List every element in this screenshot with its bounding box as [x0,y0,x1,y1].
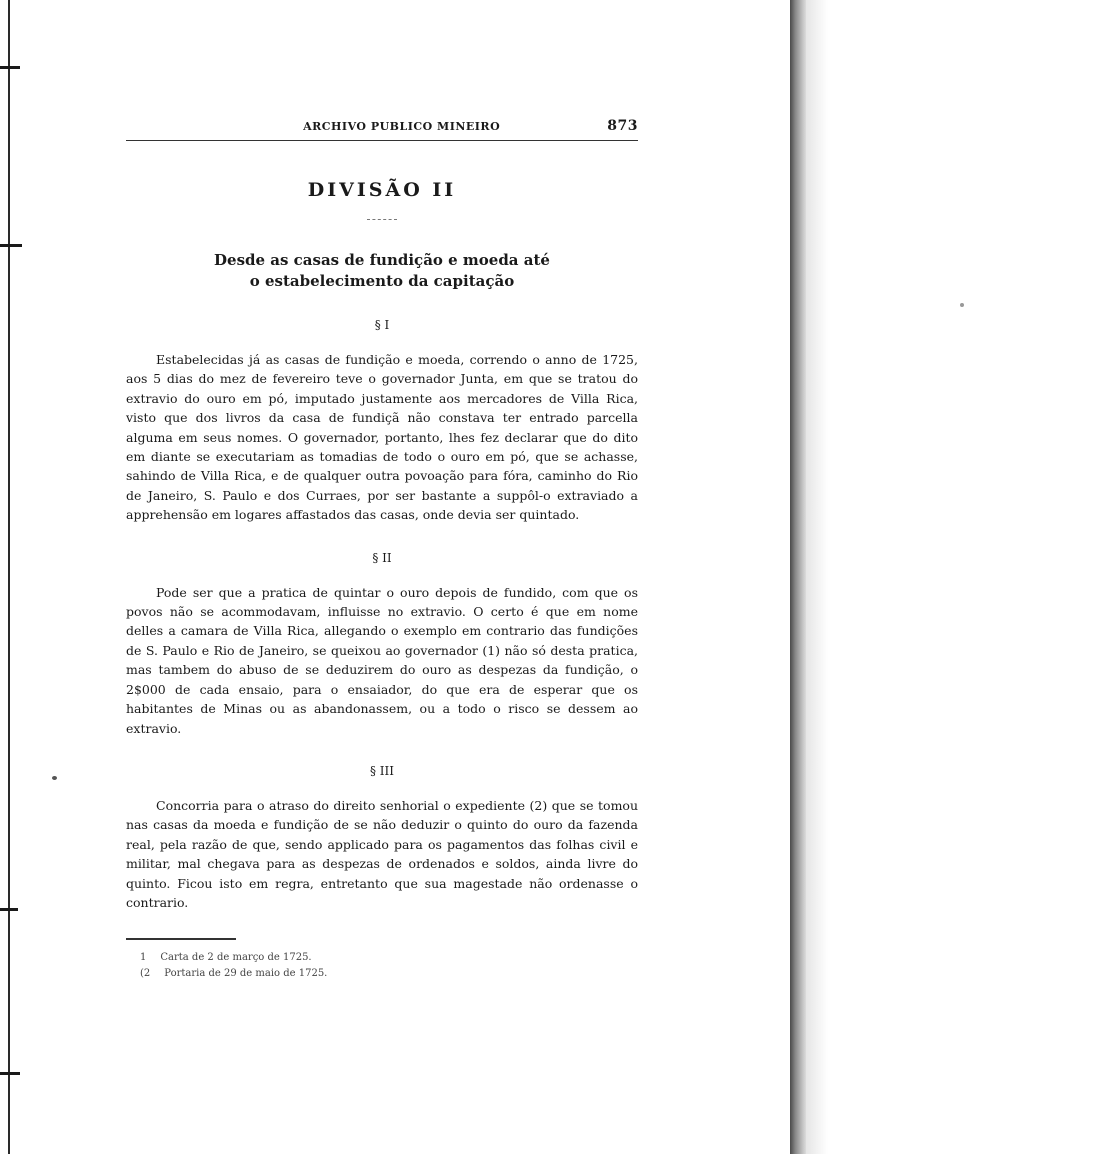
division-title: DIVISÃO II [307,179,457,201]
section-heading: § I [374,318,390,332]
footnote [140,966,638,982]
section-paragraph: Concorria para o atraso do direito senhorial o expediente (2) que se tomou nas casas da moeda e fundição de se não deduzir o quinto do ouro da fazenda real, pela razão de que, sendo applicado para os pagamentos das folhas civil e militar, mal chegava para as despezas de ordenados e soldos, ainda livre do quinto. Ficou isto em regra, entretanto que sua magestade não ordenasse o contrario. [126,797,638,910]
spine-shadow [806,0,828,1154]
paper-speck [960,303,964,307]
book-spine [790,0,806,1154]
footnote-mark: (2 [140,968,151,980]
page-number: 873 [607,118,638,134]
footnote-rule [126,938,236,940]
section-2 [126,551,638,738]
footnote [140,950,638,966]
chapter-title-line-2: o estabelecimento da capitação [249,272,515,290]
footnote-mark: 1 [140,952,147,964]
footnote-text: Portaria de 29 de maio de 1725. [164,968,328,980]
title-ornament [367,219,397,220]
paper-speck [52,776,57,780]
left-edge-mark [0,1072,20,1075]
section-paragraph: Estabelecidas já as casas de fundição e moeda, correndo o anno de 1725, aos 5 dias do mez de fevereiro teve o governador Junta, em que se tratou do extravio do ouro em pó, imputado justamente aos mercadores de Villa Rica, visto que dos livros da casa de fundiçã não constava ter entrado parcella alguma em seus nomes. O governador, portanto, lhes fez declarar que do dito em diante se executariam as tomadias de todo o ouro em pó, que se achasse, sahindo de Villa Rica, e de qualquer outra povoação para fóra, caminho do Rio de Janeiro, S. Paulo e dos Curraes, por ser bastante a suppôl-o extraviado a apprehensão em logares affastados das casas, onde devia ser quintado. [126,352,638,523]
section-heading: § II [372,550,392,565]
running-header [126,118,638,141]
left-edge-mark [0,244,22,247]
section-heading: § III [369,763,395,778]
footnote-text: Carta de 2 de março de 1725. [160,952,312,964]
section-1 [126,318,638,525]
footnotes [126,950,638,982]
section-paragraph: Pode ser que a pratica de quintar o ouro depois de fundido, com que os povos não se acommodavam, influisse no extravio. O certo é que em nome delles a camara de Villa Rica, allegando o exemplo em contrario das fundições de S. Paulo e Rio de Janeiro, se queixou ao governador (1) não só desta pratica, mas tambem do abuso de se deduzirem do ouro as despezas da fundição, o 2$000 de cada ensaio, para o ensaiador, do que era de esperar que os habitantes de Minas ou as abandonassem, ou a todo o risco se dessem ao extravio. [126,584,638,736]
running-title: ARCHIVO PUBLICO MINEIRO [303,120,501,133]
left-edge-mark [0,66,20,69]
chapter-title [126,250,638,292]
left-edge-mark [0,908,18,911]
left-page-edge [0,0,10,1154]
chapter-title-line-1: Desde as casas de fundição e moeda até [214,251,550,269]
book-page [126,118,638,982]
section-3 [126,764,638,912]
